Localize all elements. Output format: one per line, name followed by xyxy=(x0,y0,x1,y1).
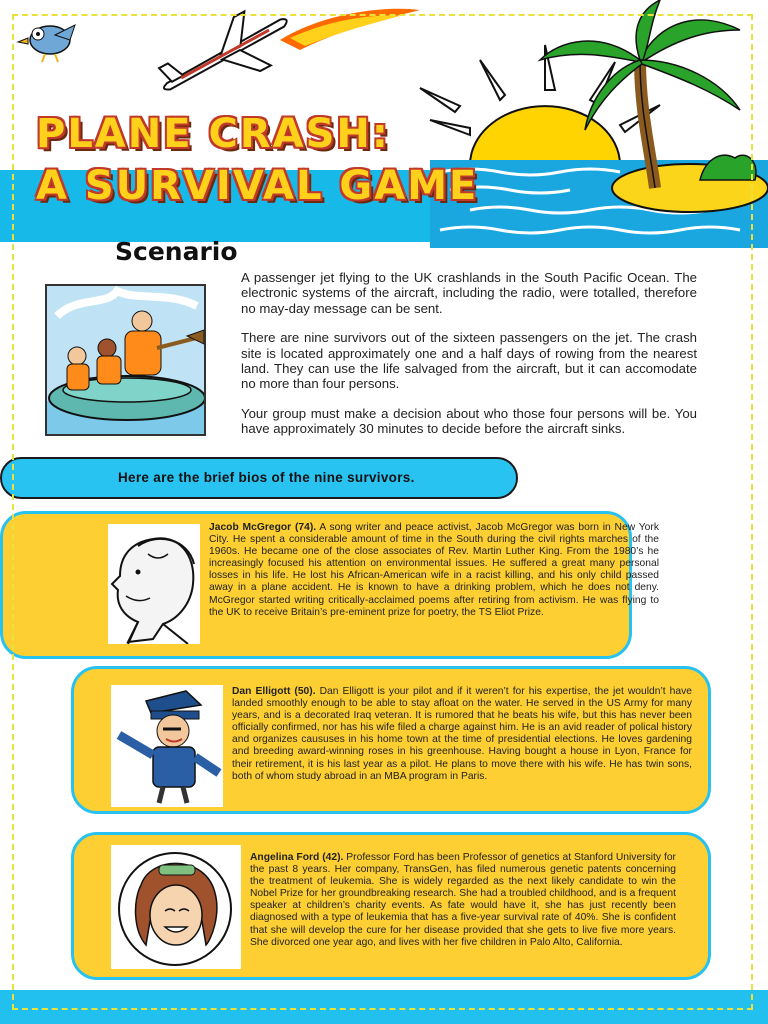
survivor-card-angelina-ford xyxy=(71,832,711,980)
scenario-paragraph-1: A passenger jet flying to the UK crashlands in the South Pacific Ocean. The electronic systems of the aircraft, including the radio, were totalled, therefore no may-day message can be sent. xyxy=(241,270,697,316)
page-title xyxy=(36,108,478,212)
bird-icon xyxy=(18,25,75,62)
survivor-name: Dan Elligott (50). xyxy=(232,686,316,697)
portrait-angelina-ford xyxy=(111,845,241,969)
survivor-bio: A song writer and peace activist, Jacob McGregor was born in New York City. He spent a considerable amount of time in the South during the civil rights marches of the 1960s. He became one of the close associates of Rev. Martin Luther King. From the 1980’s he increasingly focused his attention on environmental issues. He suffered a great many personal losses in his life. He lost his African-American wife in a racist killing, and his only child passed away in a plane accident. He is known to have a drinking problem, which he does not deny. McGregor started writing critically-acclaimed poems after retiring from activism. He was flying to the UK to receive Britain’s pre-eminent prize for poetry, the TS Eliot Prize. xyxy=(209,522,659,618)
bios-banner-text: Here are the brief bios of the nine survivors. xyxy=(118,470,415,485)
scenario-text xyxy=(241,270,697,451)
scenario-heading: Scenario xyxy=(115,237,238,266)
survivor-bio: Dan Elligott is your pilot and if it weren’t for his expertise, the jet wouldn’t have landed smoothly enough to be able to stay afloat on the water. He served in the US Army for many years, and is a decorated Iraq veteran. It is rumored that he beats his wife, but this has never been officially confirmed, nor has his wife filed a charge against him. He is an avid reader of polical history and organizes caususes in his home town at the time of presidential elections. He loves gardening and breeding award-winning roses in his greenhouse. Having bought a house in Lyon, France for their retirement, it is his last year as a pilot. He plans to move there with his wife. He has twin sons, both of whom study abroad in an MBA program in Paris. xyxy=(232,686,692,782)
survivor-bio: Professor Ford has been Professor of genetics at Stanford University for the past 8 years. Her company, TransGen, has filed numerous genetic patents concerning the treatment of leukemia. She is widely regarded as the next likely candidate to win the Nobel Prize for her groundbreaking research. She had a troubled childhood, and is a frequent speaker at children’s charity events. As fate would have it, she has just recently been diagnosed with a type of leukemia that has a five-year survival rate of 40%. She is confident that she will develop the cure for her disease provided that she gets to live five more years. She divorced one year ago, and lives with her five children in Palo Alto, California. xyxy=(250,852,676,948)
title-line-1: PLANE CRASH: xyxy=(36,111,390,157)
survivor-name: Jacob McGregor (74). xyxy=(209,522,317,533)
header-banner xyxy=(0,0,768,248)
footer-band xyxy=(0,990,768,1024)
bio-jacob-mcgregor xyxy=(209,522,659,619)
scenario-paragraph-2: There are nine survivors out of the sixteen passengers on the jet. The crash site is located approximately one and a half days of rowing from the nearest land. They can use the life salvaged from the aircraft, but it can accomodate no more than four persons. xyxy=(241,330,697,392)
portrait-dan-elligott xyxy=(111,685,223,807)
survivor-name: Angelina Ford (42). xyxy=(250,852,344,863)
title-line-2: A SURVIVAL GAME xyxy=(36,163,479,209)
bios-banner xyxy=(0,457,518,499)
survivor-card-dan-elligott xyxy=(71,666,711,814)
airplane-icon xyxy=(150,0,302,115)
survivor-card-jacob-mcgregor xyxy=(0,511,659,659)
portrait-jacob-mcgregor xyxy=(108,524,200,644)
bio-angelina-ford xyxy=(250,852,676,949)
bio-dan-elligott xyxy=(232,686,692,783)
scenario-paragraph-3: Your group must make a decision about who those four persons will be. You have approximately 30 minutes to decide before the aircraft sinks. xyxy=(241,405,697,437)
raft-illustration xyxy=(45,284,206,436)
